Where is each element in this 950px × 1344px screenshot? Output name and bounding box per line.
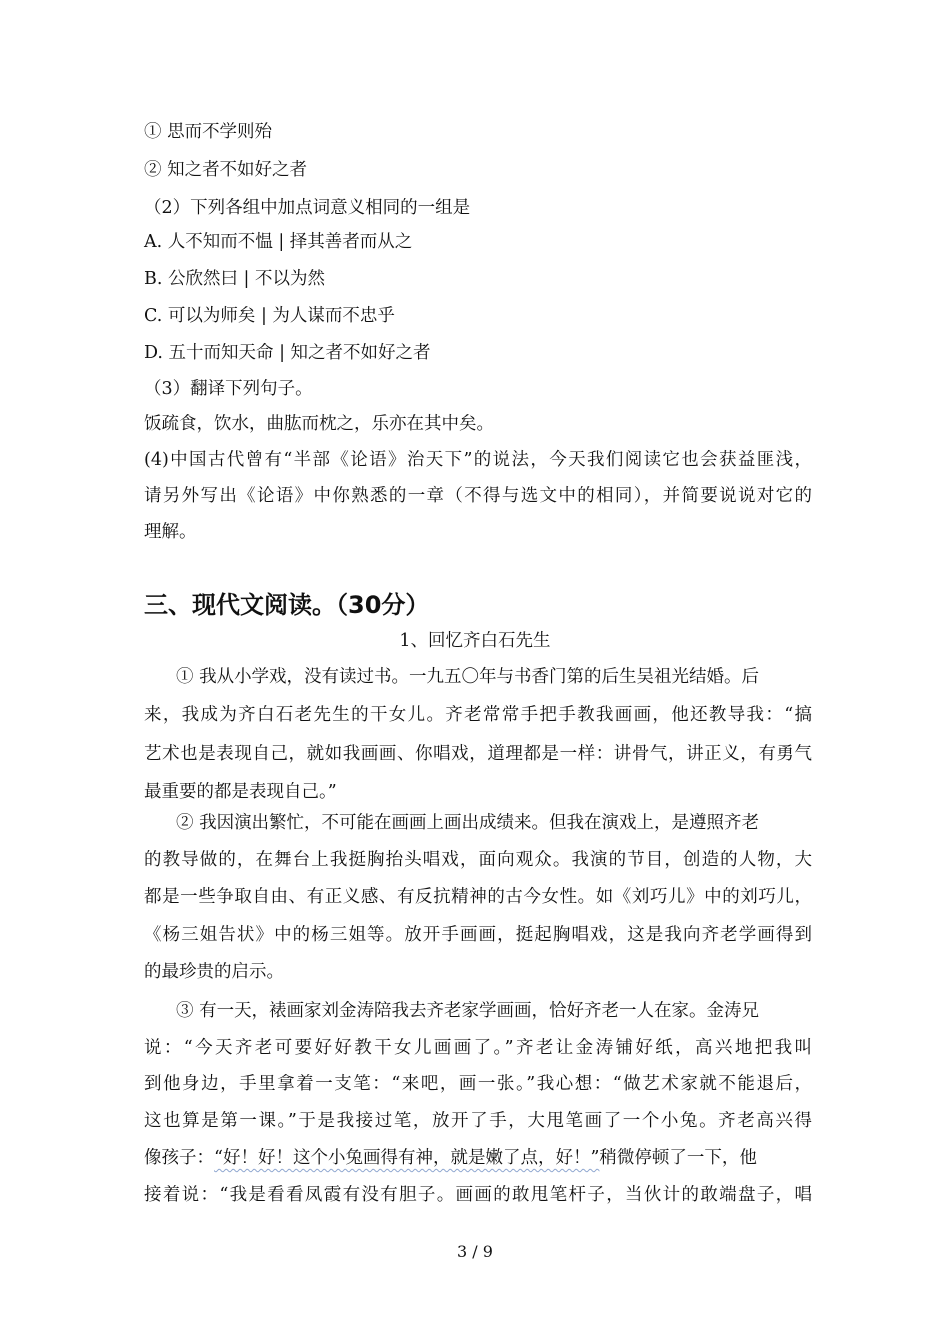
question-4-line-1: (4)中国古代曾有“半部《论语》治天下”的说法，今天我们阅读它也会获益匪浅， [144, 450, 812, 470]
article-line: 到他身边，手里拿着一支笔：“来吧，画一张。”我心想：“做艺术家就不能退后， [144, 1074, 812, 1094]
article-line: 《杨三姐告状》中的杨三姐等。放开手画画，挺起胸唱戏，这是我向齐老学画得到 [144, 925, 812, 945]
article-line: 的教导做的，在舞台上我挺胸抬头唱戏，面向观众。我演的节目，创造的人物，大 [144, 850, 812, 870]
option-c: C. 可以为师矣 | 为人谋而不忠乎 [144, 306, 395, 326]
question-item-2: ② 知之者不如好之者 [144, 160, 308, 180]
question-3-prompt: （3）翻译下列句子。 [144, 379, 313, 399]
article-line-with-quote [144, 1146, 757, 1170]
question-4-line-3: 理解。 [144, 522, 197, 542]
article-line: 来，我成为齐白石老先生的干女儿。齐老常常手把手教我画画，他还教导我：“搞 [144, 705, 812, 725]
article-line: 这也算是第一课。”于是我接过笔，放开了手，大甩笔画了一个小兔。齐老高兴得 [144, 1111, 812, 1131]
option-a: A. 人不知而不愠 | 择其善者而从之 [144, 232, 413, 252]
question-3-sentence: 饭疏食，饮水，曲肱而枕之，乐亦在其中矣。 [144, 414, 494, 434]
option-d: D. 五十而知天命 | 知之者不如好之者 [144, 343, 431, 363]
article-title: 1、回忆齐白石先生 [399, 631, 551, 651]
article-line: 的最珍贵的启示。 [144, 962, 284, 982]
article-line: 接着说：“我是看看凤霞有没有胆子。画画的敢甩笔杆子，当伙计的敢端盘子，唱 [144, 1185, 812, 1205]
wavy-underlined-quote: “好！好！这个小兔画得有神，就是嫩了点，好！” [214, 1148, 600, 1168]
question-item-1: ① 思而不学则殆 [144, 122, 273, 142]
option-b: B. 公欣然曰 | 不以为然 [144, 269, 326, 289]
article-line: ③ 有一天，裱画家刘金涛陪我去齐老家学画画，恰好齐老一人在家。金涛兄 [176, 1001, 760, 1021]
page-number: 3 / 9 [457, 1242, 493, 1261]
section-heading: 三、现代文阅读。（30分） [144, 591, 430, 619]
article-line: 都是一些争取自由、有正义感、有反抗精神的古今女性。如《刘巧儿》中的刘巧儿， [144, 887, 812, 907]
article-line: 最重要的都是表现自己。” [144, 782, 337, 802]
article-line: ② 我因演出繁忙，不可能在画画上画出成绩来。但我在演戏上，是遵照齐老 [176, 813, 760, 833]
article-line: 艺术也是表现自己，就如我画画、你唱戏，道理都是一样：讲骨气，讲正义，有勇气 [144, 744, 812, 764]
article-line: ① 我从小学戏，没有读过书。一九五〇年与书香门第的后生吴祖光结婚。后 [176, 667, 760, 687]
article-text: 像孩子： [144, 1148, 214, 1168]
article-line: 说：“今天齐老可要好好教干女儿画画了。”齐老让金涛铺好纸，高兴地把我叫 [144, 1038, 812, 1058]
question-4-line-2: 请另外写出《论语》中你熟悉的一章（不得与选文中的相同），并简要说说对它的 [144, 486, 812, 506]
article-text: 稍微停顿了一下，他 [599, 1148, 757, 1168]
question-2-prompt: （2）下列各组中加点词意义相同的一组是 [144, 198, 471, 218]
